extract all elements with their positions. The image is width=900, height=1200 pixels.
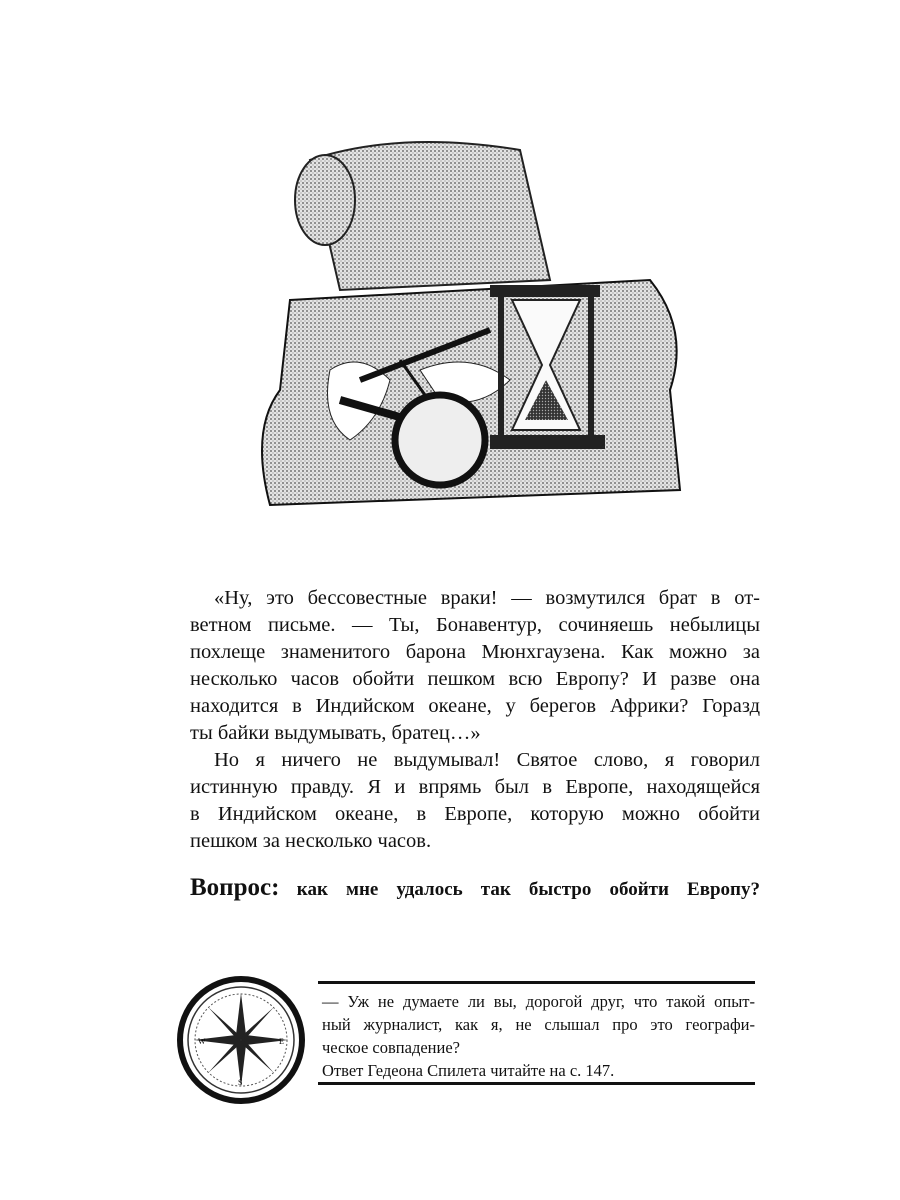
footnote-top-rule [318,981,755,984]
text-line: ветном письме. — Ты, Бонавентур, сочиняешь небылицы [190,614,760,636]
compass-letter-w: W [198,1037,206,1046]
question [190,874,760,902]
text-line: Но я ничего не выдумывал! Святое слово, я говорил [214,749,760,771]
text-line: похлеще знаменитого барона Мюнхгаузена. Как можно за [190,641,760,663]
footnote-line: Ответ Гедеона Спилета читайте на с. 147. [322,1061,615,1080]
text-line: находится в Индийском океане, у берегов Африки? Горазд [190,695,760,717]
footnote-bottom-rule [318,1082,755,1085]
text-line: пешком за несколько часов. [190,830,432,852]
text-line: в Индийском океане, в Европе, которую можно обойти [190,803,760,825]
question-label: Вопрос: [190,874,280,901]
compass-letter-s: S [238,1078,243,1087]
footnote-line: ный журналист, как я, не слышал про это географи- [322,1015,755,1034]
text-line: несколько часов обойти пешком всю Европу? И разве она [190,668,760,690]
question-text: как мне удалось так быстро обойти Европу? [296,879,760,900]
text-line: ты байки выдумывать, братец…» [190,722,481,744]
compass-letter-e: E [279,1037,284,1046]
compass-icon [176,975,306,1105]
footnote-line: ческое совпадение? [322,1038,460,1057]
footnote-line: — Уж не думаете ли вы, дорогой друг, что такой опыт- [322,992,755,1011]
text-line: «Ну, это бессовестные враки! — возмутился брат в от- [214,587,760,609]
map-illustration [250,130,695,515]
text-line: истинную правду. Я и впрямь был в Европе, находящейся [190,776,760,798]
